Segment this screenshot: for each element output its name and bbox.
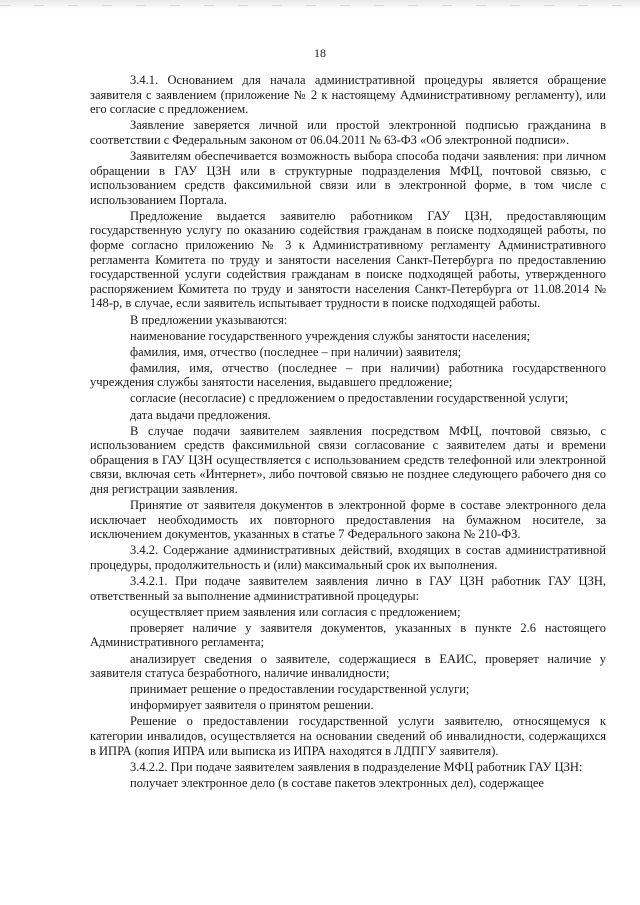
document-body (90, 73, 606, 792)
page-number: 18 (314, 46, 326, 60)
paragraph-offer-contents-heading: В предложении указываются: (130, 312, 288, 327)
list-item-issue-date: дата выдачи предложения. (130, 407, 271, 422)
list-item-accepts-application: осуществляет прием заявления или согласия с предложением; (130, 604, 461, 619)
list-item-receives-electronic-file: получает электронное дело (в составе пакетов электронных дел), содержащее (130, 775, 544, 790)
paragraph-mfc-submission: В случае подачи заявителем заявления посредством МФЦ, почтовой связью, с использованием средств факсимильной связи согласование с заявителем даты и времени обращения в ГАУ ЦЗН осуществляется с использованием средств телефонной или электронной связи, включая сеть «Интернет», либо почтовой связью не позднее следующего рабочего дня со дня регистрации заявления. (90, 423, 606, 497)
paragraph-3-4-2-1: 3.4.2.1. При подаче заявителем заявления лично в ГАУ ЦЗН работник ГАУ ЦЗН, ответственный за выполнение административной процедуры: (90, 574, 606, 603)
list-item-informs-applicant: информирует заявителя о принятом решении. (130, 698, 374, 713)
list-item-employee-name: фамилия, имя, отчество (последнее – при наличии) работника государственного учреждения службы занятости населения, выдавшего предложение; (90, 360, 606, 390)
list-item-consent: согласие (несогласие) с предложением о предоставлении государственной услуги; (130, 391, 569, 406)
paragraph-electronic-documents: Принятие от заявителя документов в электронной форме в составе электронного дела исключает необходимость их повторного предоставления на бумажном носителе, за исключением документов, указанных в статье 7 Федерального закона № 210-ФЗ. (90, 498, 606, 542)
paragraph-3-4-2: 3.4.2. Содержание административных действий, входящих в состав административной процедуры, продолжительность и (или) максимальный срок их выполнения. (90, 543, 606, 572)
paragraph-3-4-1: 3.4.1. Основанием для начала административной процедуры является обращение заявителя с заявлением (приложение № 2 к настоящему Административному регламенту), или его согласие с предложением. (90, 73, 606, 117)
list-item-checks-documents: проверяет наличие у заявителя документов, указанных в пункте 2.6 настоящего Административного регламента; (90, 620, 606, 650)
list-item-institution-name: наименование государственного учреждения службы занятости населения; (130, 328, 531, 343)
paragraph-3-4-2-2: 3.4.2.2. При подаче заявителем заявления в подразделение МФЦ работник ГАУ ЦЗН: (130, 759, 583, 774)
scan-artifact-marks (0, 5, 640, 6)
list-item-applicant-name: фамилия, имя, отчество (последнее – при наличии) заявителя; (130, 344, 462, 359)
paragraph-electronic-signature: Заявление заверяется личной или простой электронной подписью гражданина в соответствии с Федеральным законом от 06.04.2011 № 63-ФЗ «Об электронной подписи». (90, 118, 606, 147)
paragraph-submission-methods: Заявителям обеспечивается возможность выбора способа подачи заявления: при личном обращении в ГАУ ЦЗН или в структурные подразделения МФЦ, почтовой связью, с использованием средств факсимильной связи или в электронной форме, в том числе с использованием Портала. (90, 148, 606, 207)
list-item-makes-decision: принимает решение о предоставлении государственной услуги; (130, 682, 470, 697)
list-item-analyzes-data: анализирует сведения о заявителе, содержащиеся в ЕАИС, проверяет наличие у заявителя статуса безработного, наличие инвалидности; (90, 651, 606, 681)
paragraph-disability-decision: Решение о предоставлении государственной услуги заявителю, относящемуся к категории инвалидов, осуществляется на основании сведений об инвалидности, содержащихся в ИПРА (копия ИПРА или выписка из ИПРА находятся в ЛДПГУ заявителя). (90, 714, 606, 758)
paragraph-offer-issued: Предложение выдается заявителю работником ГАУ ЦЗН, предоставляющим государственную услугу по оказанию содействия гражданам в поиске подходящей работы, по форме согласно приложению № 3 к Административному регламенту Административного регламента Комитета по труду и занятости населения Санкт-Петербурга по предоставлению государственной услуги содействия гражданам в поиске подходящей работы, утвержденного распоряжением Комитета по труду и занятости населения Санкт-Петербурга от 11.08.2014 № 148-р, в случае, если заявитель испытывает трудности в поиске подходящей работы. (90, 208, 606, 311)
